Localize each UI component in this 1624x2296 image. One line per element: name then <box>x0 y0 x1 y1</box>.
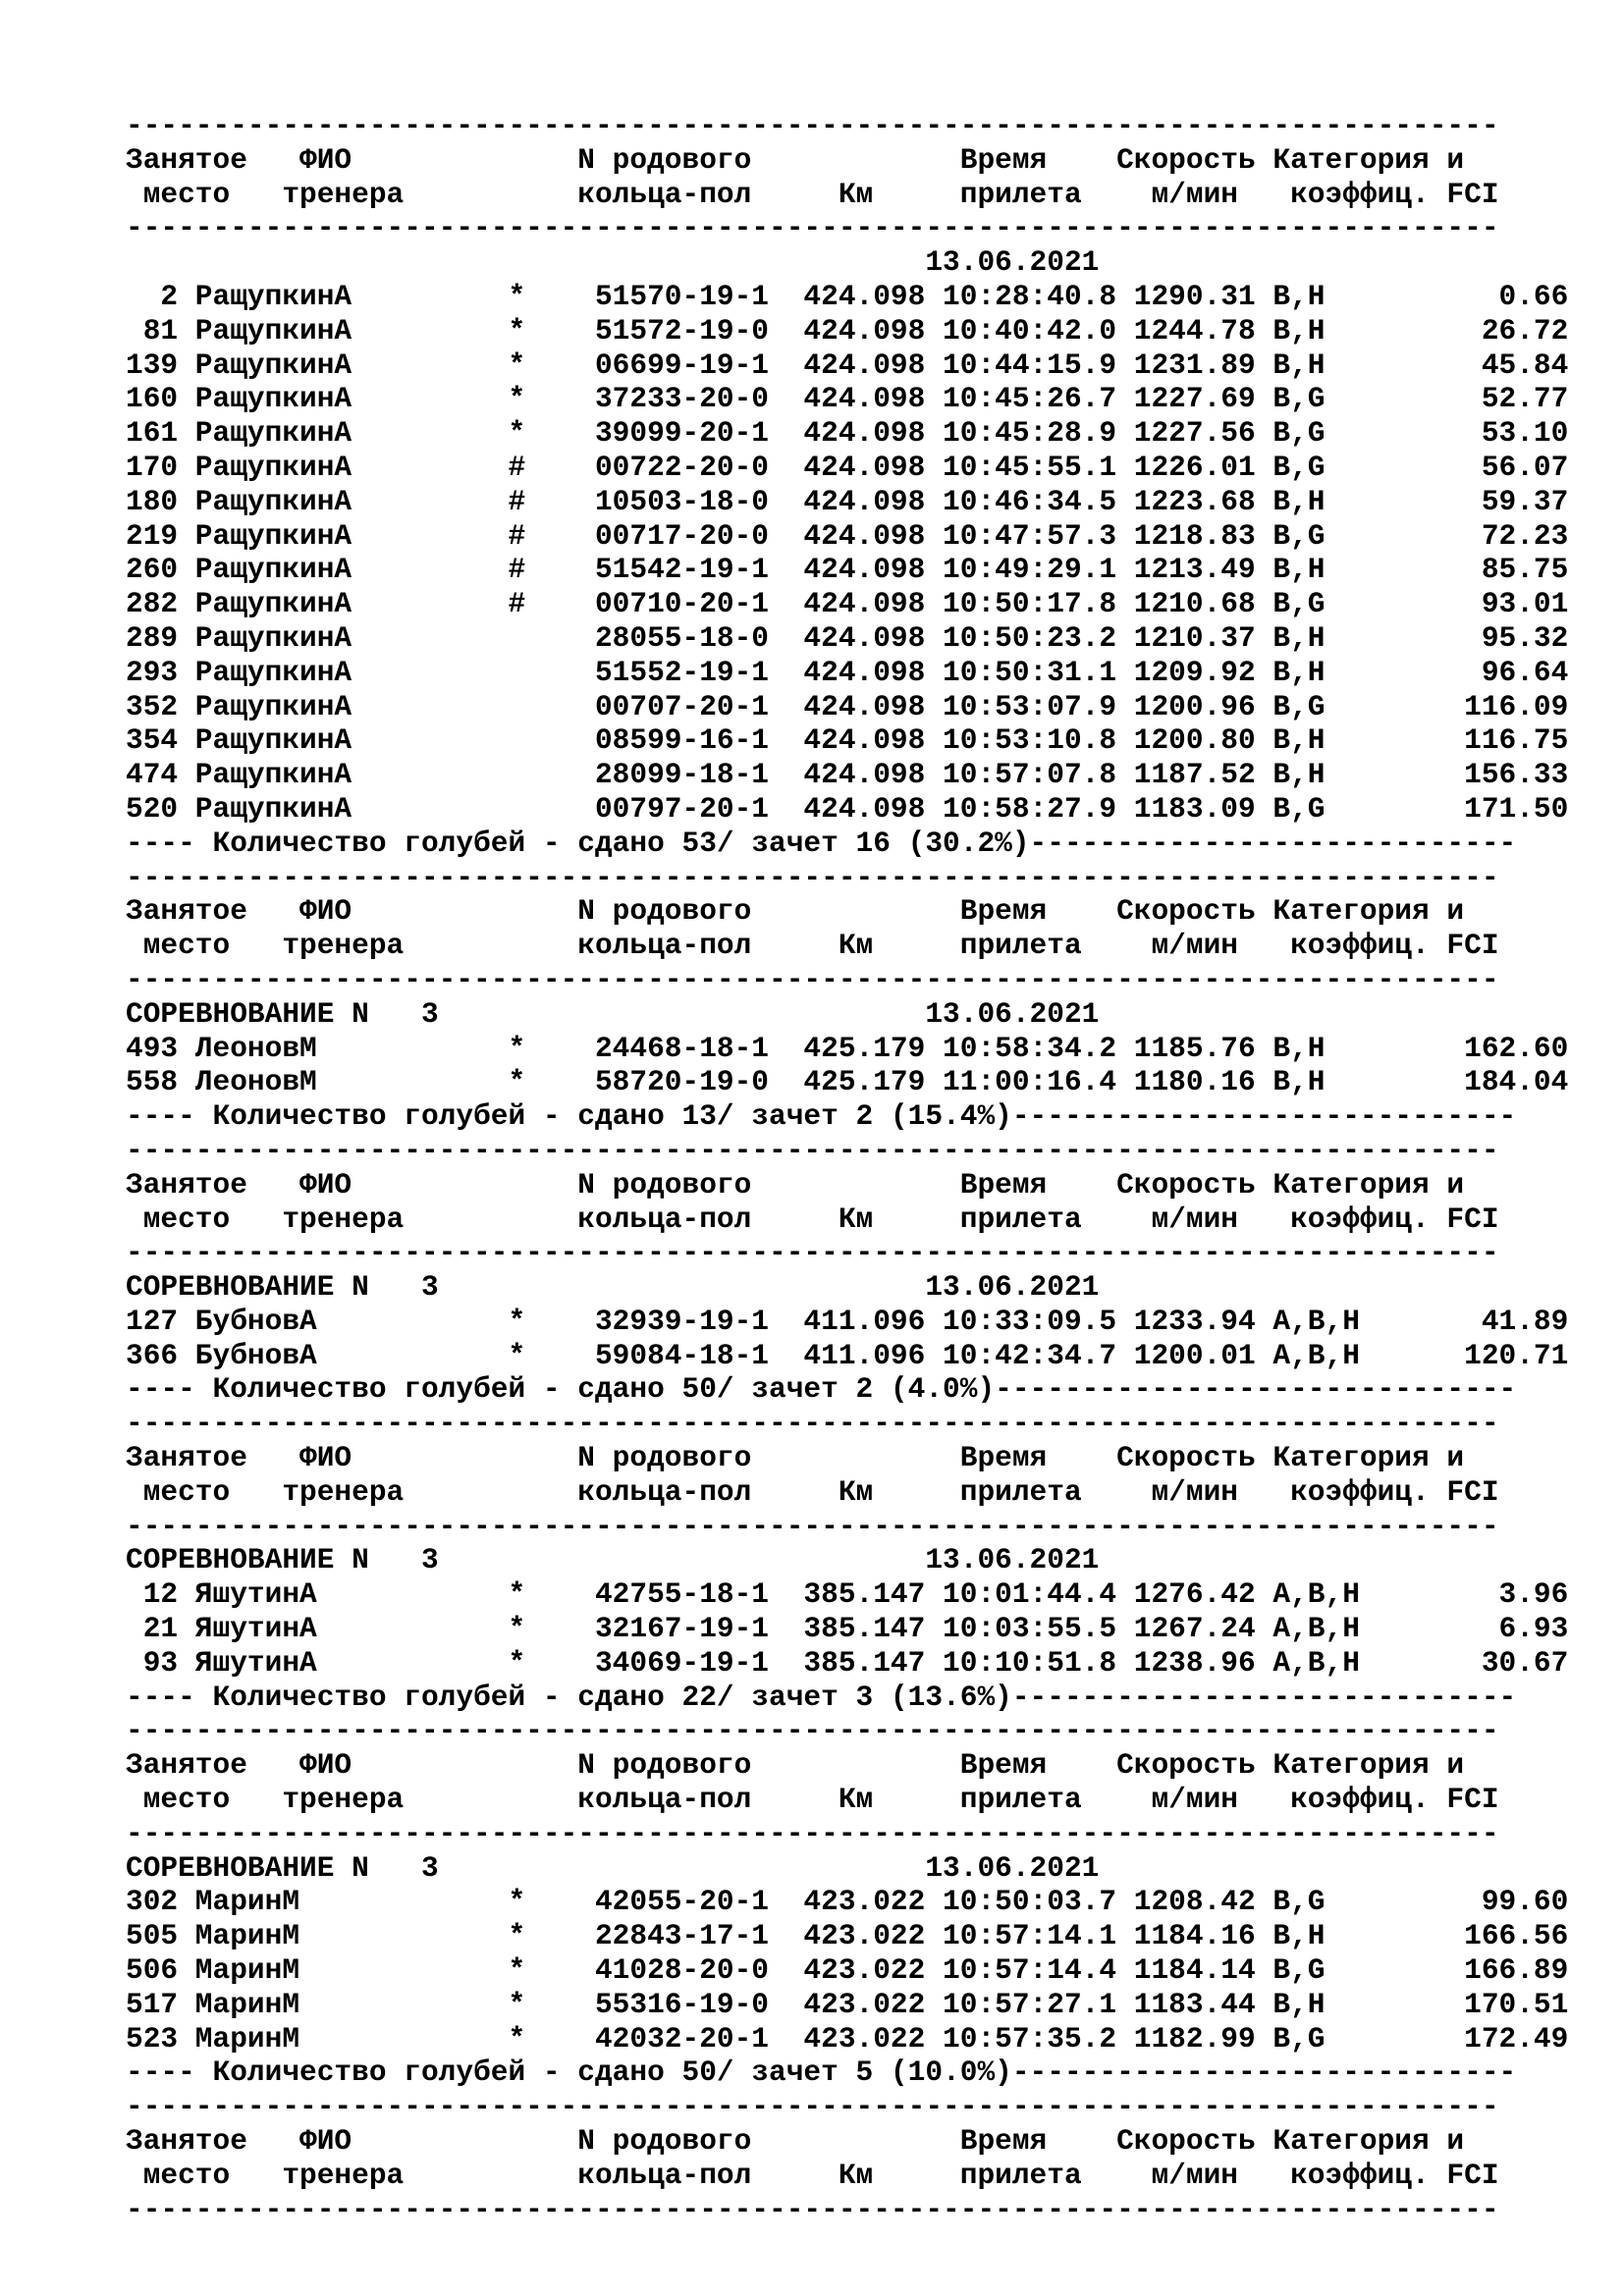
result-row: 160 РащупкинА * 37233-20-0 424.098 10:45:26.7 1227.69 B,G 52.77 <box>126 382 1569 416</box>
separator-line: ------------------------------------------------------------------------------- <box>126 1407 1499 1441</box>
result-row: 293 РащупкинА 51552-19-1 424.098 10:50:31.1 1209.92 B,H 96.64 <box>126 655 1569 689</box>
result-row: 493 ЛеоновМ * 24468-18-1 425.179 10:58:34.2 1185.76 B,H 162.60 <box>126 1031 1569 1065</box>
column-header-line-1: Занятое ФИО N родового Время Скорость Категория и <box>126 1748 1465 1783</box>
result-row: 161 РащупкинА * 39099-20-1 424.098 10:45:28.9 1227.56 B,G 53.10 <box>126 416 1569 451</box>
column-header-line-2: место тренера кольца-пол Км прилета м/мин коэффиц. FCI <box>126 1474 1499 1509</box>
result-row: 180 РащупкинА # 10503-18-0 424.098 10:46:34.5 1223.68 B,H 59.37 <box>126 484 1569 518</box>
column-header-line-1: Занятое ФИО N родового Время Скорость Категория и <box>126 894 1465 929</box>
block-summary: ---- Количество голубей - сдано 13/ зачет 2 (15.4%)----------------------------- <box>126 1099 1517 1134</box>
result-row: 354 РащупкинА 08599-16-1 424.098 10:53:10.8 1200.80 B,H 116.75 <box>126 723 1569 758</box>
block-summary: ---- Количество голубей - сдано 50/ зачет 2 (4.0%)------------------------------ <box>126 1372 1517 1407</box>
block-title: 13.06.2021 <box>126 245 1100 280</box>
block-title: СОРЕВНОВАНИЕ N 3 13.06.2021 <box>126 996 1100 1031</box>
result-row: 520 РащупкинА 00797-20-1 424.098 10:58:27.9 1183.09 B,G 171.50 <box>126 791 1569 826</box>
result-row: 81 РащупкинА * 51572-19-0 424.098 10:40:42.0 1244.78 B,H 26.72 <box>126 313 1569 347</box>
separator-line: ------------------------------------------------------------------------------- <box>126 1509 1499 1543</box>
result-row: 505 МаринМ * 22843-17-1 423.022 10:57:14.1 1184.16 B,H 166.56 <box>126 1919 1569 1953</box>
result-row: 366 БубновА * 59084-18-1 411.096 10:42:34.7 1200.01 A,B,H 120.71 <box>126 1338 1569 1372</box>
result-row: 282 РащупкинА # 00710-20-1 424.098 10:50:17.8 1210.68 B,G 93.01 <box>126 587 1569 621</box>
separator-line: ------------------------------------------------------------------------------- <box>126 1133 1499 1167</box>
separator-line: ------------------------------------------------------------------------------- <box>126 211 1499 245</box>
results-printout <box>126 109 1568 2226</box>
block-summary: ---- Количество голубей - сдано 53/ зачет 16 (30.2%)---------------------------- <box>126 826 1517 860</box>
column-header-line-2: место тренера кольца-пол Км прилета м/мин коэффиц. FCI <box>126 2158 1499 2192</box>
result-row: 12 ЯшутинА * 42755-18-1 385.147 10:01:44.4 1276.42 A,B,H 3.96 <box>126 1577 1569 1612</box>
result-row: 260 РащупкинА # 51542-19-1 424.098 10:49:29.1 1213.49 B,H 85.75 <box>126 553 1569 587</box>
result-row: 21 ЯшутинА * 32167-19-1 385.147 10:03:55.5 1267.24 A,B,H 6.93 <box>126 1612 1569 1646</box>
column-header-line-2: место тренера кольца-пол Км прилета м/мин коэффиц. FCI <box>126 1783 1499 1817</box>
result-row: 558 ЛеоновМ * 58720-19-0 425.179 11:00:16.4 1180.16 B,H 184.04 <box>126 1065 1569 1099</box>
result-row: 2 РащупкинА * 51570-19-1 424.098 10:28:40.8 1290.31 B,H 0.66 <box>126 279 1569 313</box>
separator-line: ------------------------------------------------------------------------------- <box>126 962 1499 996</box>
column-header-line-1: Занятое ФИО N родового Время Скорость Категория и <box>126 1167 1465 1201</box>
result-row: 219 РащупкинА # 00717-20-0 424.098 10:47:57.3 1218.83 B,G 72.23 <box>126 518 1569 553</box>
result-row: 289 РащупкинА 28055-18-0 424.098 10:50:23.2 1210.37 B,H 95.32 <box>126 620 1569 655</box>
separator-line: ------------------------------------------------------------------------------- <box>126 1236 1499 1270</box>
result-row: 506 МаринМ * 41028-20-0 423.022 10:57:14.4 1184.14 B,G 166.89 <box>126 1953 1569 1988</box>
result-row: 170 РащупкинА # 00722-20-0 424.098 10:45:55.1 1226.01 B,G 56.07 <box>126 450 1569 484</box>
column-header-line-1: Занятое ФИО N родового Время Скорость Категория и <box>126 1441 1465 1475</box>
result-row: 523 МаринМ * 42032-20-1 423.022 10:57:35.2 1182.99 B,G 172.49 <box>126 2021 1569 2056</box>
block-summary: ---- Количество голубей - сдано 50/ зачет 5 (10.0%)----------------------------- <box>126 2056 1517 2090</box>
column-header-line-1: Занятое ФИО N родового Время Скорость Категория и <box>126 2124 1465 2159</box>
column-header-line-2: место тренера кольца-пол Км прилета м/мин коэффиц. FCI <box>126 177 1499 211</box>
separator-line: ------------------------------------------------------------------------------- <box>126 1714 1499 1748</box>
result-row: 139 РащупкинА * 06699-19-1 424.098 10:44:15.9 1231.89 B,H 45.84 <box>126 347 1569 382</box>
separator-line: ------------------------------------------------------------------------------- <box>126 2090 1499 2124</box>
block-summary: ---- Количество голубей - сдано 22/ зачет 3 (13.6%)----------------------------- <box>126 1680 1517 1714</box>
block-title: СОРЕВНОВАНИЕ N 3 13.06.2021 <box>126 1270 1100 1305</box>
block-title: СОРЕВНОВАНИЕ N 3 13.06.2021 <box>126 1850 1100 1885</box>
column-header-line-2: место тренера кольца-пол Км прилета м/мин коэффиц. FCI <box>126 929 1499 963</box>
separator-line: ------------------------------------------------------------------------------- <box>126 109 1499 142</box>
result-row: 352 РащупкинА 00707-20-1 424.098 10:53:07.9 1200.96 B,G 116.09 <box>126 689 1569 723</box>
result-row: 127 БубновА * 32939-19-1 411.096 10:33:09.5 1233.94 A,B,H 41.89 <box>126 1304 1569 1338</box>
separator-line: ------------------------------------------------------------------------------- <box>126 860 1499 894</box>
result-row: 302 МаринМ * 42055-20-1 423.022 10:50:03.7 1208.42 B,G 99.60 <box>126 1885 1569 1919</box>
result-row: 517 МаринМ * 55316-19-0 423.022 10:57:27.1 1183.44 B,H 170.51 <box>126 1987 1569 2021</box>
separator-line: ------------------------------------------------------------------------------- <box>126 2192 1499 2226</box>
separator-line: ------------------------------------------------------------------------------- <box>126 1816 1499 1850</box>
column-header-line-1: Занятое ФИО N родового Время Скорость Категория и <box>126 142 1465 177</box>
column-header-line-2: место тренера кольца-пол Км прилета м/мин коэффиц. FCI <box>126 1201 1499 1236</box>
result-row: 93 ЯшутинА * 34069-19-1 385.147 10:10:51.8 1238.96 A,B,H 30.67 <box>126 1645 1569 1680</box>
block-title: СОРЕВНОВАНИЕ N 3 13.06.2021 <box>126 1543 1100 1577</box>
result-row: 474 РащупкинА 28099-18-1 424.098 10:57:07.8 1187.52 B,H 156.33 <box>126 758 1569 792</box>
